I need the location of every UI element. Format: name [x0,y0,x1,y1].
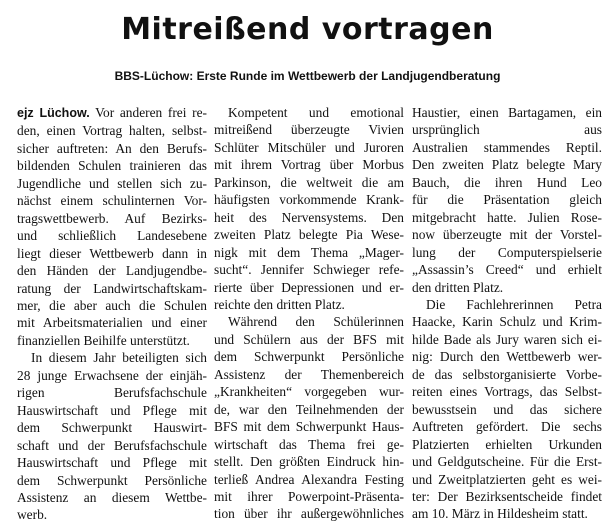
text-line: In diesem Jahr beteiligten sich [31,350,207,366]
text-line: terließ Andrea Alexandra Festing [214,471,404,487]
text-line: zweiten Platz belegte Pia Wese- [214,227,404,243]
text-line: reichte den dritten Platz. [214,296,345,312]
text-line: nigk mit dem Thema „Mager- [214,244,404,260]
text-line: bewusstsein und das sichere [412,401,602,417]
text-line: Schlüter Mitschüler und Juroren [214,139,404,155]
text-line: für die Präsentation gleich [412,192,602,208]
text-line: Bauch, die ihren Hund Leo [412,174,602,190]
text-line: mitgebracht hatte. Julien Rose- [412,209,602,225]
text-line: de das selbstorganisierte Vorbe- [412,366,602,382]
text-line: Haacke, Karin Schulz und Krim- [412,314,602,330]
text-line: now überzeugte mit der Vorstel- [412,227,602,243]
text-line [17,104,207,122]
text-line: mit ihrer Powerpoint-Präsenta- [214,488,404,504]
text-line-rest: Vor anderen frei re- [89,105,207,120]
text-line: den Händen der Landjugendbe- [17,263,207,279]
text-line: schaft und der Berufsfachschule [17,437,207,453]
article-column-1 [17,104,207,524]
text-line: Assistenz der Themenbereich [214,366,404,382]
text-line: nächst einem schulinternen Vor- [17,193,207,209]
text-line: tragswettbewerb. Auf Bezirks- [17,210,207,226]
text-line: stellt. Den größten Eindruck hin- [214,454,404,470]
text-line: Hauswirtschaft und Pflege mit [17,402,207,418]
text-line: hilde Bade als Jury waren sich ei- [412,331,602,347]
text-line: ter: Der Bezirksentscheide findet [412,488,602,504]
text-line: und Geldgutscheine. Für die Erst- [412,454,602,470]
subheadline: BBS-Lüchow: Erste Runde im Wettbewerb der Landjugendberatung [114,69,501,83]
text-line: „Assassin’s Creed“ und erhielt [412,262,602,278]
text-line: tion über ihr außergewöhnliches [214,506,404,522]
text-line: Parkinson, die weltweit die am [214,174,404,190]
text-line: rierte über Depressionen und er- [214,279,404,295]
text-line: de, war den Teilnehmenden der [214,401,404,417]
text-line: finanziellen Beihilfe unterstützt. [17,332,190,348]
text-line: Platzierten erhielten Urkunden [412,436,602,452]
text-line: dem Schwerpunkt Persönliche [214,349,404,365]
text-line: bildenden Schulen trainieren das [17,158,207,174]
text-line: Hauswirtschaft und Pflege mit [17,455,207,471]
article-column-3 [412,104,602,523]
text-line: lung der Computerspielserie [412,244,602,260]
text-line: dem Schwerpunkt Hauswirt- [17,420,207,436]
text-line: und schließlich Landesebene [17,228,207,244]
text-line: Die Fachlehrerinnen Petra [426,296,602,312]
text-line: Haustier, einen Bartagamen, ein [412,105,602,120]
text-line: und Zweitplatzierten geht es wei- [412,471,602,487]
text-line: mit Arbeitsmaterialien und einer [17,315,207,331]
text-line: Während den Schülerinnen [228,314,404,330]
text-line: mitreißend überzeugte Vivien [214,122,404,138]
text-line: mit ihrem Vortrag über Morbus [214,157,404,173]
text-line: den, einen Vortrag halten, selbst- [17,123,207,139]
article-column-2 [214,104,404,523]
text-line: mer, die aber auch die Schulen [17,297,207,313]
text-line: „Krankheiten“ vorgegeben wur- [214,384,404,400]
text-line: Kompetent und emotional [228,105,404,120]
text-line: Assistenz an diesem Wettbe- [17,489,207,505]
text-line: Australien stammendes Reptil. [412,139,602,155]
dateline: ejz Lüchow. [17,106,90,120]
text-line: ursprünglich aus [412,122,602,138]
text-line: wirtschaft das Thema frei ge- [214,436,404,452]
text-line: sucht“. Jennifer Schwieger refe- [214,262,404,278]
text-line: werb. [17,507,48,523]
text-line: reiten eines Vortrags, das Selbst- [412,384,602,400]
text-line: nig: Durch den Wettbewerb wer- [412,349,602,365]
text-line: 28 junge Erwachsene der einjäh- [17,367,207,383]
headline: Mitreißend vortragen [121,12,494,47]
text-line: rigen Berufsfachschule [17,385,207,401]
text-line: am 10. März in Hildesheim statt. [412,506,588,522]
text-line: und Schülern aus der BFS mit [214,331,404,347]
text-line: Jugendliche und stellen sich zu- [17,175,207,191]
text-line: BFS mit dem Schwerpunkt Haus- [214,419,404,435]
text-line: häufigsten vorkommende Krank- [214,192,404,208]
text-line: liegt dieser Wettbewerb dann in [17,245,207,261]
text-line: Auftreten gefördert. Die sechs [412,419,602,435]
text-line: Den zweiten Platz belegte Mary [412,157,602,173]
text-line: dem Schwerpunkt Persönliche [17,472,207,488]
text-line: ratung der Landwirtschaftskam- [17,280,207,296]
text-line: den dritten Platz. [412,279,504,295]
text-line: heit des Nervensystems. Den [214,209,404,225]
text-line: sicher auftreten: An den Berufs- [17,140,207,156]
